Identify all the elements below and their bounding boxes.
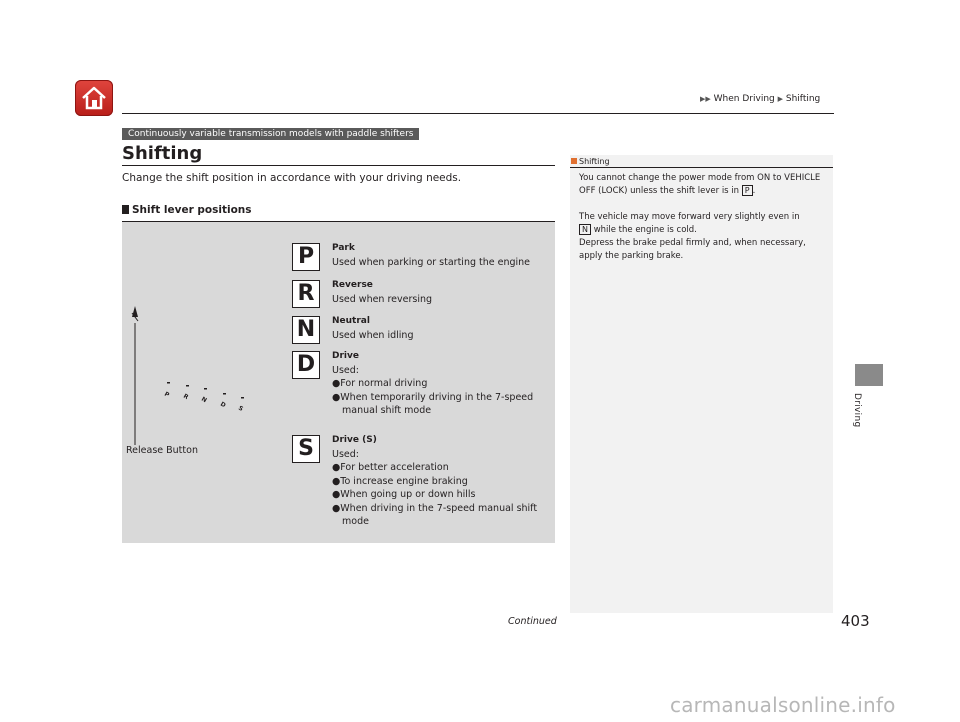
sidebar-heading (571, 157, 610, 166)
home-icon (80, 84, 108, 112)
position-name: Reverse (332, 280, 373, 290)
position-d-description (332, 350, 554, 418)
breadcrumb-item-shifting[interactable]: Shifting (785, 94, 821, 104)
watermark: carmanualsonline.info (670, 693, 896, 717)
position-r-description (332, 279, 554, 306)
subheading (122, 204, 252, 216)
bullet-item: ●When going up or down hills (332, 489, 476, 500)
sidebar-text: You cannot change the power mode from ON to VEHICLE OFF (LOCK) unless the shift lever is in (579, 173, 821, 196)
position-name: Drive (332, 351, 359, 361)
note-icon (571, 158, 577, 164)
gear-position-key: P (742, 185, 753, 196)
breadcrumb (700, 94, 820, 104)
sidebar-text: . (752, 186, 756, 196)
gate-mark-n: N (200, 395, 208, 405)
page-title: Shifting (122, 143, 203, 164)
sidebar-text: while the engine is cold. (593, 225, 697, 235)
header-divider (122, 113, 834, 114)
gate-mark-d: D (219, 400, 227, 410)
bullet-item: ●When driving in the 7-speed manual shift mode (332, 502, 538, 527)
chapter-tab-marker[interactable] (855, 364, 883, 386)
bullet-item: ●For better acceleration (332, 462, 449, 473)
breadcrumb-arrow-icon: ▶ (777, 95, 784, 103)
position-d-badge: D (292, 351, 320, 379)
position-detail: Used: (332, 364, 359, 376)
gear-position-key: N (579, 224, 591, 235)
continued-label: Continued (508, 616, 557, 627)
position-r-badge: R (292, 280, 320, 308)
title-divider (122, 165, 555, 166)
square-bullet-icon (122, 205, 129, 214)
sidebar-heading-text: Shifting (579, 157, 610, 166)
position-name: Neutral (332, 316, 370, 326)
sidebar-paragraph: Depress the brake pedal firmly and, when necessary, apply the parking brake. (579, 238, 806, 261)
intro-text: Change the shift position in accordance with your driving needs. (122, 172, 462, 184)
bullet-item: ●For normal driving (332, 378, 428, 389)
gate-mark-s: S (237, 404, 245, 413)
position-s-badge: S (292, 435, 320, 463)
shift-lever-illustration (128, 305, 258, 445)
position-n-badge: N (292, 316, 320, 344)
gate-marks (163, 382, 244, 413)
position-p-badge: P (292, 243, 320, 271)
position-s-description (332, 434, 554, 529)
sidebar-paragraph (579, 172, 829, 198)
position-detail: Used when reversing (332, 293, 433, 305)
model-applicability-banner: Continuously variable transmission models with paddle shifters (122, 128, 419, 140)
position-name: Park (332, 243, 355, 253)
breadcrumb-arrow-icon: ▶▶ (700, 95, 711, 103)
release-button-label: Release Button (126, 445, 198, 456)
sidebar-paragraph (579, 211, 829, 237)
release-arrow-icon (132, 306, 138, 317)
subheading-text: Shift lever positions (132, 204, 252, 216)
gate-mark-p: P (163, 390, 171, 399)
position-p-description (332, 242, 554, 269)
chapter-tab-label[interactable]: Driving (852, 393, 862, 428)
sidebar-text: The vehicle may move forward very slightly even in (579, 212, 800, 222)
bullet-item: ●To increase engine braking (332, 475, 468, 487)
sidebar-body (579, 172, 829, 263)
home-button[interactable] (75, 80, 113, 116)
bullet-item: ●When temporarily driving in the 7-speed manual shift mode (332, 391, 534, 416)
position-n-description (332, 315, 554, 342)
page-number: 403 (841, 612, 870, 630)
breadcrumb-item-when-driving[interactable]: When Driving (713, 94, 775, 104)
position-name: Drive (S) (332, 435, 377, 445)
sidebar-divider (570, 167, 833, 168)
position-detail: Used when idling (332, 329, 414, 341)
gate-mark-r: R (182, 392, 190, 402)
position-detail: Used when parking or starting the engine (332, 256, 531, 268)
position-detail: Used: (332, 448, 359, 460)
